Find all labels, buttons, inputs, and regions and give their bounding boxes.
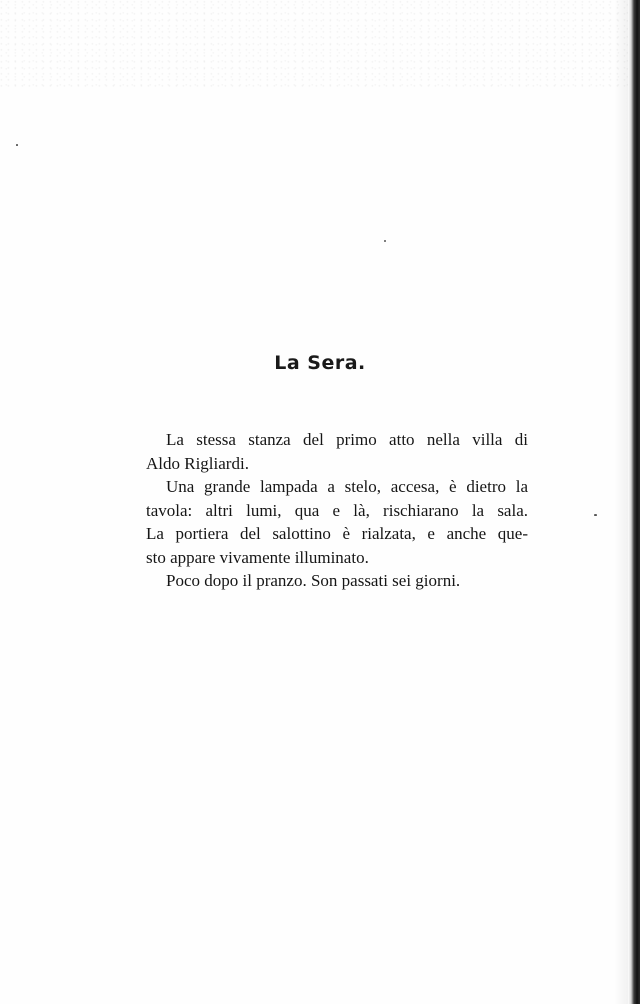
paper-speck <box>594 514 597 516</box>
paper-grain <box>0 0 640 90</box>
text-line: La portiera del salottino è rialzata, e anche que- <box>146 524 528 543</box>
binding-shadow <box>614 0 628 1004</box>
text-line: Una grande lampada a stelo, accesa, è dietro la <box>166 477 528 496</box>
stage-directions <box>146 428 528 593</box>
paper-speck <box>384 240 386 242</box>
section-title: La Sera. <box>274 352 366 374</box>
text-line: sto appare vivamente illuminato. <box>146 547 369 567</box>
binding-edge <box>628 0 640 1004</box>
paper-speck <box>16 144 18 146</box>
text-line: Poco dopo il pranzo. Son passati sei giorni. <box>166 571 461 590</box>
text-line: Aldo Rigliardi. <box>146 453 249 473</box>
text-line: tavola: altri lumi, qua e là, rischiarano la sala. <box>146 500 528 520</box>
text-line: La stessa stanza del primo atto nella villa di <box>166 430 528 449</box>
